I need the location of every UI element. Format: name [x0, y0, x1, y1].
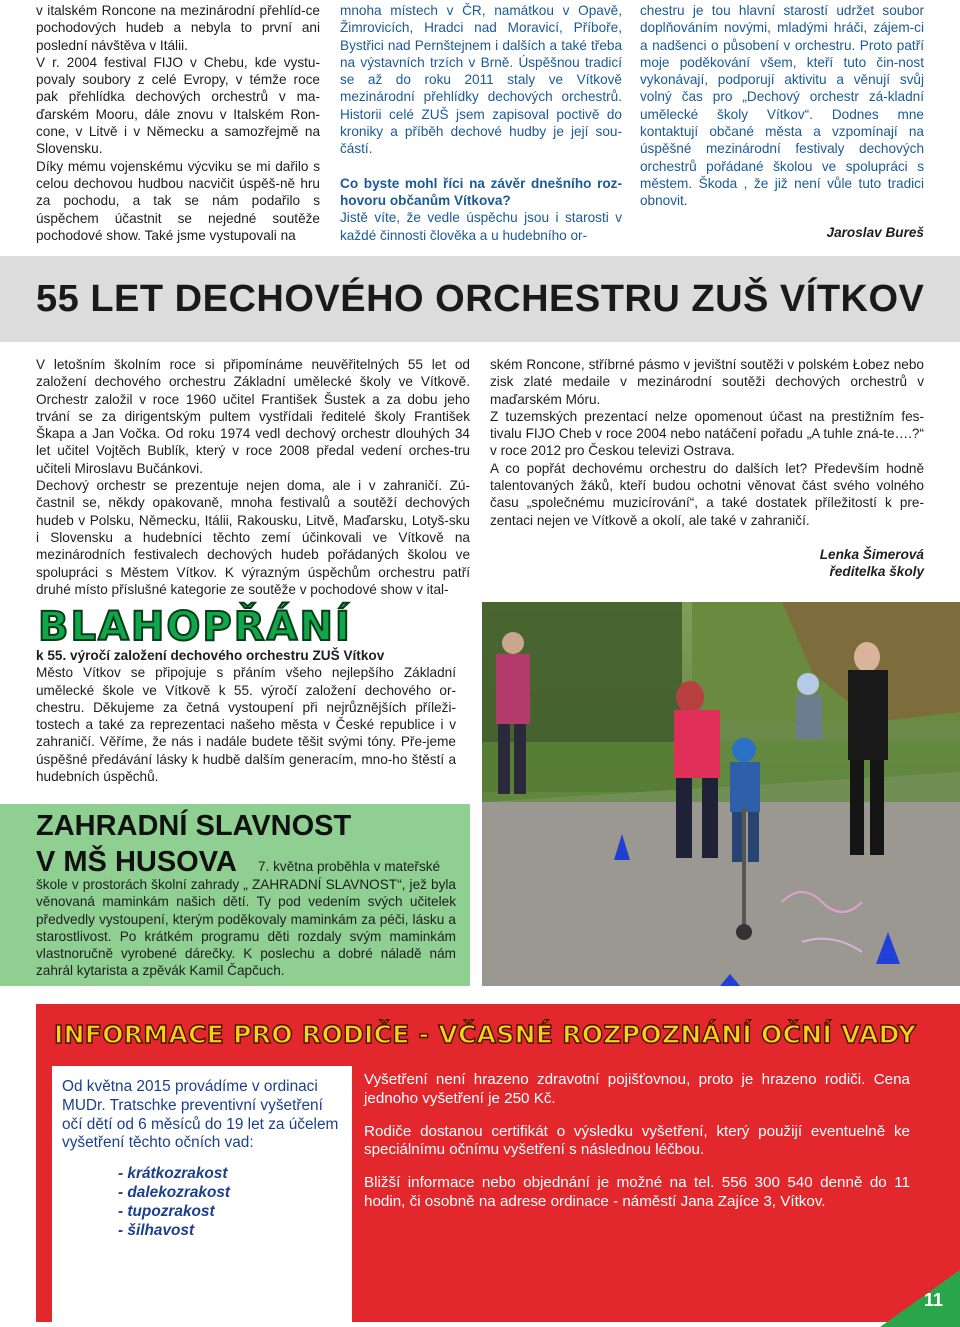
photo-illustration — [482, 602, 960, 986]
orchestra-left-column — [36, 356, 470, 598]
paragraph: Rodiče dostanou certifikát o výsledku vyšetření, který použijí eventuelně ke speciálnímu očnímu vyšetření s následnou léčbou. — [364, 1122, 910, 1159]
paragraph: Vyšetření není hrazeno zdravotní pojišťovnou, proto je hrazeno rodiči. Cena jednoho vyšetření je 250 Kč. — [364, 1071, 910, 1107]
info-intro: Od května 2015 provádíme v ordinaci MUDr. Tratschke preventivní vyšetření očí dětí od 6 měsíců do 19 let za účelem vyšetření těchto očních vad: — [62, 1078, 339, 1152]
page-title: 55 LET DECHOVÉHO ORCHESTRU ZUŠ VÍTKOV — [36, 278, 925, 320]
paragraph: Z tuzemských prezentací nelze opomenout účast na prestižním fes-tivalu FIJO Cheb v roce 2004 nebo natáčení pořadu „A tuhle zná-te….?“ v roce 2012 pro Českou televizi Ostrava. — [490, 408, 924, 459]
paragraph: v italském Roncone na mezinárodní přehlíd-ce pochodových hudeb a nebyla to první ani poslední návštěva v Itálii. — [36, 3, 320, 53]
paragraph: Jistě víte, že vedle úspěchu jsou i starosti v každé činnosti člověka a u hudebního or- — [340, 210, 622, 243]
list-item: - krátkozrakost — [118, 1165, 228, 1183]
paragraph: V letošním školním roce si připomínáme neuvěřitelných 55 let od založení dechového orchestru Základní umělecké školy ve Vítkově. Orchestr založil v roce 1960 učitel František Šustek a za dobu jeho trvání se za dirigentským pultem vystřídali ředitelé školy František Škapa a Jan Vočka. Od roku 1974 vedl dechový orchestr dlouhých 34 let učitel Vojtěch Bublík, který v roce 2008 předal vedení orches-tru učiteli Miroslavu Bučánkovi. — [36, 357, 470, 476]
signature-role: ředitelka školy — [829, 564, 924, 580]
author-signature: Jaroslav Bureš — [826, 224, 924, 240]
eye-conditions-list — [118, 1165, 344, 1240]
page-number: 11 — [924, 1290, 944, 1310]
garden-lead: 7. května proběhla v mateřské — [258, 859, 441, 874]
congrats-subtitle: k 55. výročí založení dechového orchestru ZUŠ Vítkov — [36, 648, 385, 663]
paragraph: V r. 2004 festival FIJO v Chebu, kde vystu-povaly soubory z celé Evropy, v témže roce pak přehlídka dechových orchestrů v ma-ďarském Mooru, dále znovu v Italském Ron-cone, v Litvě i v Německu a samozřejmě na Slovensku. — [36, 54, 320, 157]
congrats-title: BLAHOPŘÁNÍ — [38, 604, 352, 650]
garden-title-line2: V MŠ HUSOVA — [36, 846, 237, 878]
list-item: - tupozrakost — [118, 1202, 215, 1220]
top-column-3 — [640, 2, 924, 241]
page-corner — [880, 1270, 960, 1327]
paragraph: Město Vítkov se připojuje s přáním všeho nejlepšího Základní umělecké škole ve Vítkově k 55. výročí založení dechového or-chestru. Děkujeme za četná vystoupení při nejrůznějších příleži-tostech a také za reprezentaci našeho města v České republice i v zahraničí. Věříme, že nás i nadále budete těšit svými tóny. Pře-jeme úspěšné předávání lásky k hudbě dalším generacím, mno-ho štěstí a hudebních úspěchů. — [36, 665, 456, 785]
info-white-text — [62, 1078, 344, 1240]
garden-title-line1: ZAHRADNÍ SLAVNOST — [36, 810, 352, 842]
top-column-2 — [340, 2, 622, 244]
garden-party-photo — [482, 602, 960, 986]
garden-text: škole v prostorách školní zahrady „ ZAHRADNÍ SLAVNOST“, jež byla věnovaná maminkám našich dětí. Ty pod vedením svých učitelek předvedly vystoupení, kterým poděkovaly maminkám za péči, lásku a starostlivost. Po krátkém programu děti rozdaly svým maminkám vlastnoručně vyrobené dárečky. K poslechu a dobré náladě nám zahrál kytarista a zpěvák Kamil Čapčuch. — [36, 877, 456, 979]
signature-name: Lenka Šimerová — [819, 546, 924, 562]
paragraph: ském Roncone, stříbrné pásmo v jevištní soutěži v polském Łobez nebo zisk zlaté medaile v mezinárodní soutěži dechových orchestrů v maďarském Móru. — [490, 357, 924, 407]
list-item: - šilhavost — [118, 1221, 195, 1239]
paragraph: Díky mému vojenskému výcviku se mi dařilo s celou dechovou hudbou nacvičit úspěš-ně hru za pochodu, a tak se nám podařilo s úspěchem účastnit se nejedné soutěže pochodové show. Také jsme vystupovali na — [36, 158, 320, 243]
paragraph: mnoha místech v ČR, namátkou v Opavě, Žimrovicích, Hradci nad Moravicí, Příboře, Bystřici nad Pernštejnem i dalších a také třeba na výstavních trzích v Brně. Úspěšnou tradicí se až do roku 2011 staly ve Vítkově mezinárodní přehlídky dechových orchestrů. Historii celé ZUŠ jsem zapisoval poctivě do kroniky a příběh dechové hudby je její sou-částí. — [340, 3, 622, 157]
orchestra-right-column — [490, 356, 924, 581]
paragraph: chestru je tou hlavní starostí udržet soubor doplňováním novými, mladými hráči, zájem-ci a nadšenci o působení v orchestru. Proto patří moje poděkování všem, kteří tuto čin-nost vykonávají, podporují aktivitu a věnují svůj volný čas pro „Dechový orchestr zá-kladní umělecké školy Vítkov“. Dodnes mne kontaktují občané města a vzpomínají na úspěšné mezinárodní festivaly dechových orchestrů pořádané školou ve spolupráci s městem. Škoda , že již není vůle tuto tradici obnovit. — [640, 3, 924, 209]
info-title: INFORMACE PRO RODIČE - VČASNÉ ROZPOZNÁNÍ OČNÍ VADY — [54, 1020, 917, 1049]
paragraph: Bližší informace nebo objednání je možné na tel. 556 300 540 denně do 11 hodin, či osobně na adrese ordinace - náměstí Jana Zajíce 3, Vítkov. — [364, 1174, 910, 1210]
paragraph: Dechový orchestr se prezentuje nejen doma, ale i v zahraničí. Zú-častnil se, někdy opakovaně, mnoha festivalů a soutěží dechových hudeb v Polsku, Německu, Itálii, Rakousku, Litvě, Maďarsku, Lotyš-sku i Slovensku a hudebníci těchto zemí účinkovali ve Vítkově na mezinárodních festivalech dechových hudeb pořádaných školou ve spolupráci s Městem Vítkov. K výrazným úspěchům orchestru patří druhé místo příslušné kategorie ze soutěže v pochodové show v ital- — [36, 478, 470, 597]
interview-question: Co byste mohl říci na závěr dnešního roz-hovoru občanům Vítkova? — [340, 175, 622, 208]
congrats-text — [36, 647, 456, 785]
top-column-1 — [36, 2, 320, 244]
info-details — [364, 1071, 910, 1226]
paragraph: A co popřát dechovému orchestru do dalších let? Především hodně talentovaných žáků, kteří budou ochotni věnovat část svého volného času „společnému muzicírování“, a také dostatek příležitostí k pre-zentaci nejen ve Vítkově a okolí, ale také v zahraničí. — [490, 460, 924, 528]
list-item: - dalekozrakost — [118, 1183, 231, 1201]
